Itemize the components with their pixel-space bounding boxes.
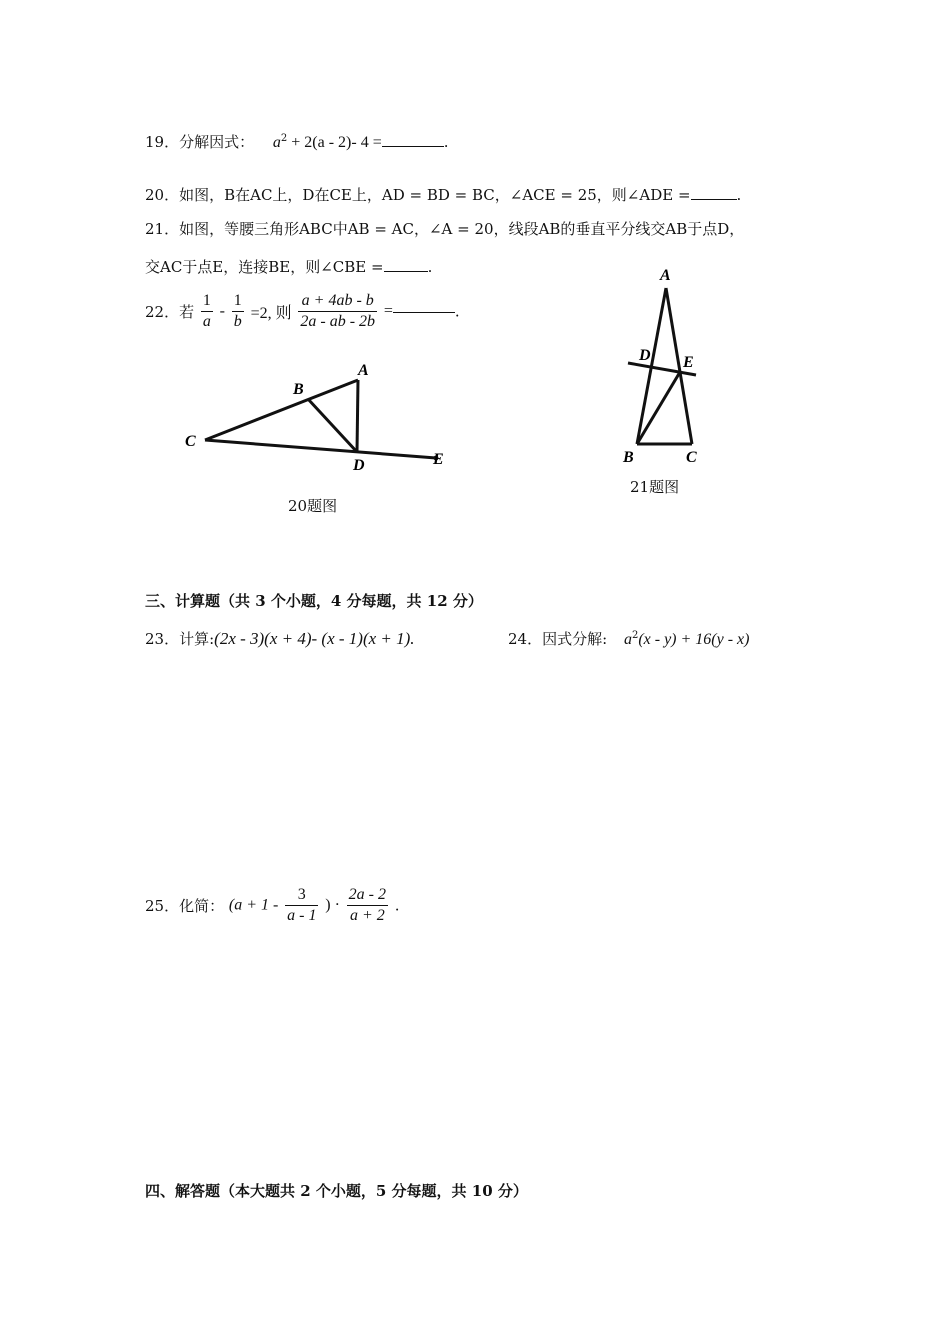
expr-pre: (a + 1 - — [228, 896, 279, 914]
section-3-heading: 三、计算题（共 3 个小题，4 分每题，共 12 分） — [145, 592, 483, 610]
segment-AD — [357, 380, 358, 452]
fraction-2a-minus-2-over-a-plus-2: $\frac{2a - 2}{a + 2}$ — [348, 886, 386, 924]
condition-equals: =2, 则 — [250, 305, 292, 322]
figure-21-caption: 21题图 — [630, 478, 680, 496]
question-19 — [145, 131, 449, 152]
question-number: 19． — [145, 133, 180, 151]
question-21 — [145, 218, 744, 239]
question-label: 因式分解: — [542, 630, 608, 648]
segment-CE — [205, 440, 436, 458]
minus-sign: - — [219, 302, 225, 320]
period: . — [394, 896, 400, 915]
question-number: 22． — [145, 303, 180, 321]
condition-prefix: 若 — [179, 303, 195, 321]
question-number: 21． — [145, 220, 180, 238]
question-25 — [145, 885, 400, 926]
label-E: E — [433, 451, 444, 468]
question-22 — [145, 291, 460, 332]
question-text-line1: 如图，等腰三角形ABC中AB = AC，∠A = 20，线段AB的垂直平分线交AB于点D， — [179, 220, 745, 238]
question-text: 如图，B在AC上，D在CE上，AD = BD = BC，∠ACE = 25，则∠ADE = — [179, 186, 691, 204]
figure-20-caption: 20题图 — [288, 497, 338, 515]
question-number: 24． — [508, 630, 543, 648]
expr-base: a — [272, 134, 281, 151]
period: . — [427, 258, 433, 276]
answer-blank[interactable] — [393, 311, 455, 313]
question-number: 23． — [145, 630, 180, 648]
question-23 — [145, 628, 415, 649]
label-A: A — [660, 267, 671, 284]
question-number: 25． — [145, 897, 180, 915]
period: . — [443, 133, 449, 151]
expr-rest: (x - y) + 16(y - x) — [638, 631, 750, 648]
answer-blank[interactable] — [382, 145, 444, 147]
expr-exponent: 2 — [631, 630, 639, 641]
expr-base: a — [623, 631, 632, 648]
fraction-1-over-a: $\frac{1}{a}$ — [202, 292, 211, 330]
expr-rest: + 2(a - 2)- 4 = — [287, 134, 382, 151]
question-24 — [508, 628, 749, 649]
segment-BD — [308, 399, 357, 452]
period: . — [454, 302, 460, 321]
segment-CA — [205, 380, 358, 440]
answer-blank[interactable] — [691, 198, 737, 200]
figure-21-diagram — [615, 262, 710, 464]
expr-exponent: 2 — [280, 133, 288, 144]
expr-mid: ) · — [325, 896, 340, 914]
label-D: D — [639, 347, 651, 364]
label-B: B — [623, 449, 634, 464]
question-21-line2 — [145, 256, 432, 277]
fraction-1-over-b: $\frac{1}{b}$ — [233, 292, 242, 330]
label-D: D — [353, 457, 365, 474]
label-A: A — [358, 362, 369, 379]
section-4-heading: 四、解答题（本大题共 2 个小题，5 分每题，共 10 分） — [145, 1182, 528, 1200]
question-label: 化简： — [179, 897, 225, 915]
question-text-line2: 交AC于点E，连接BE，则∠CBE = — [145, 258, 384, 276]
expression: (2x - 3)(x + 4)- (x - 1)(x + 1). — [214, 629, 415, 648]
question-20 — [145, 184, 741, 205]
fraction-3-over-a-minus-1: $\frac{3}{a - 1}$ — [287, 886, 317, 924]
figure-20-diagram — [180, 355, 460, 480]
period: . — [736, 186, 742, 204]
question-label: 计算: — [179, 630, 215, 648]
question-number: 20． — [145, 186, 180, 204]
label-C: C — [185, 433, 196, 450]
label-C: C — [686, 449, 697, 464]
label-B: B — [293, 381, 304, 398]
question-label: 分解因式： — [179, 133, 255, 151]
fraction-target: $\frac{a + 4ab - b}{2a - ab - 2b}$ — [300, 292, 376, 330]
answer-blank[interactable] — [384, 270, 428, 272]
equals-sign: = — [383, 302, 393, 320]
label-E: E — [683, 354, 694, 371]
